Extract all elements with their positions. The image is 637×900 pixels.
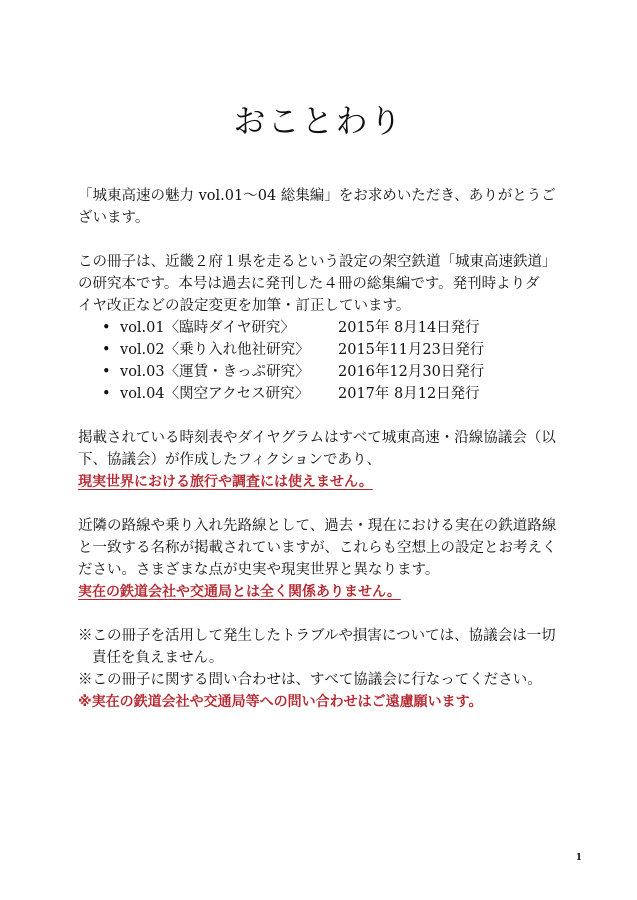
note-liability-line-1: ※この冊子を活用して発生したトラブルや損害については、協議会は一切	[78, 628, 556, 644]
about-line-2: の研究本です。本号は過去に発刊した４冊の総集編です。発刊時よりダ	[78, 276, 540, 292]
note-warning: ※実在の鉄道会社や交通局等への問い合わせはご遠慮願います。	[78, 694, 483, 710]
page-title: おことわり	[233, 102, 404, 140]
notes-section	[78, 625, 570, 713]
fiction-paragraph	[78, 427, 570, 493]
volume-title: vol.04〈関空アクセス研究〉	[120, 386, 310, 402]
about-paragraph	[78, 251, 570, 405]
volume-title: vol.03〈運賃・きっぷ研究〉	[120, 364, 310, 380]
list-item	[102, 339, 570, 361]
list-item	[102, 361, 570, 383]
about-line-1: この冊子は、近畿２府１県を走るという設定の架空鉄道「城東高速鉄道」	[78, 254, 557, 270]
greeting-line-1: 「城東高速の魅力 vol.01〜04 総集編」をお求めいただき、ありがとうご	[78, 188, 556, 204]
fiction-warning: 現実世界における旅行や調査には使えません。	[78, 474, 373, 490]
greeting-paragraph	[78, 185, 570, 229]
bullet-marker: •	[102, 386, 111, 402]
names-line-1: 近隣の路線や乗り入れ先路線として、過去・現在における実在の鉄道路線	[78, 518, 557, 534]
volume-title: vol.02〈乗り入れ他社研究〉	[120, 342, 310, 358]
about-line-3: イヤ改正などの設定変更を加筆・訂正しています。	[78, 298, 411, 314]
list-item	[102, 383, 570, 405]
volume-date: 2017年 8月12日発行	[338, 386, 480, 402]
names-line-3: ださい。さまざまな点が史実や現実世界と異なります。	[78, 562, 440, 578]
volume-title: vol.01〈臨時ダイヤ研究〉	[120, 320, 295, 336]
bullet-marker: •	[102, 342, 111, 358]
document-body	[78, 185, 570, 713]
bullet-marker: •	[102, 320, 111, 336]
bullet-marker: •	[102, 364, 111, 380]
note-inquiries: ※この冊子に関する問い合わせは、すべて協議会に行なってください。	[78, 672, 542, 688]
list-item	[102, 317, 570, 339]
greeting-line-2: ざいます。	[78, 210, 150, 226]
volume-date: 2016年12月30日発行	[338, 364, 485, 380]
volume-date: 2015年 8月14日発行	[338, 320, 480, 336]
names-line-2: と一致する名称が掲載されていますが、これらも空想上の設定とお考えく	[78, 540, 557, 556]
note-liability-line-2: 責任を負えません。	[92, 650, 224, 666]
names-warning: 実在の鉄道会社や交通局とは全く関係ありません。	[78, 584, 401, 600]
names-paragraph	[78, 515, 570, 603]
volume-list	[78, 317, 570, 405]
page-number: 1	[575, 853, 582, 863]
volume-date: 2015年11月23日発行	[338, 342, 485, 358]
fiction-line-1: 掲載されている時刻表やダイヤグラムはすべて城東高速・沿線協議会（以	[78, 430, 556, 446]
fiction-line-2: 下、協議会）が作成したフィクションであり、	[78, 452, 382, 468]
